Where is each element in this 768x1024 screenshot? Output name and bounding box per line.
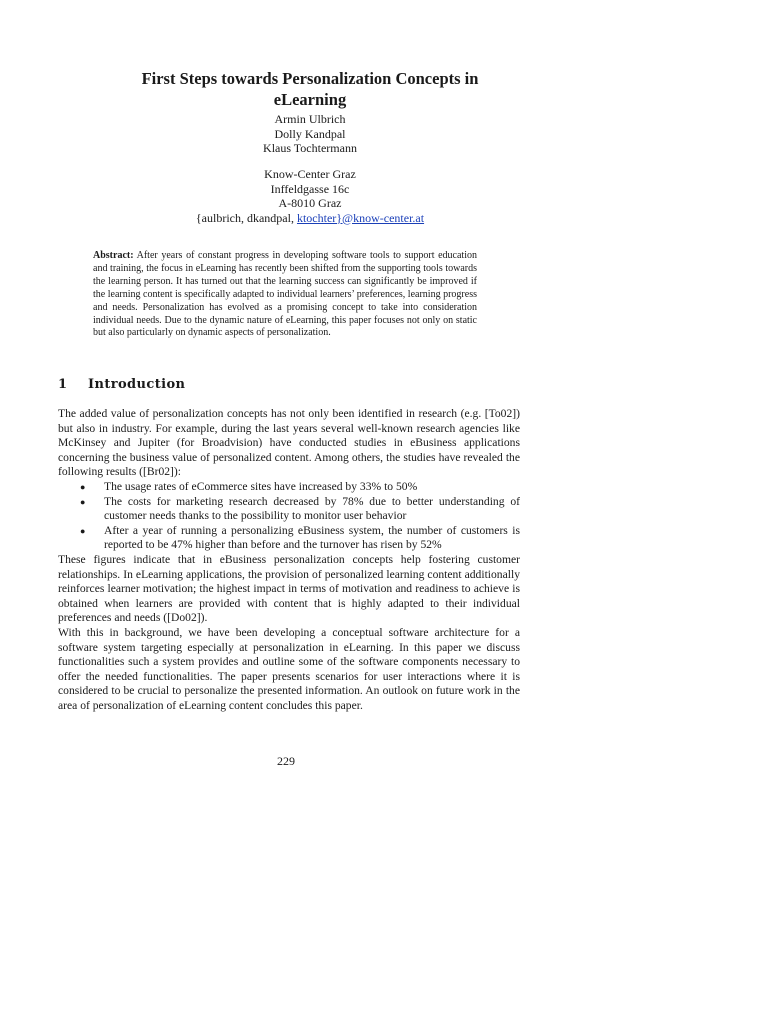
bullet-text: The usage rates of eCommerce sites have increased by 33% to 50%: [104, 479, 418, 493]
affiliation: [110, 167, 510, 225]
author-name: Armin Ulbrich: [274, 112, 346, 126]
author-list: [110, 112, 510, 156]
email-prefix: {aulbrich, dkandpal,: [195, 210, 297, 225]
bullet-text: After a year of running a personalizing eBusiness system, the number of customers is reported to be 47% higher than before and the turnover has risen by 52%: [104, 523, 520, 552]
bullet-icon: ●: [80, 525, 86, 536]
author-name: Dolly Kandpal: [274, 126, 346, 141]
list-item: [58, 480, 520, 495]
page-number: 229: [277, 754, 295, 768]
results-bullet-list: [58, 480, 520, 553]
author-name: Klaus Tochtermann: [263, 141, 357, 155]
title-line-1: First Steps towards Personalization Concepts in: [141, 69, 479, 88]
section-title: Introduction: [88, 377, 186, 392]
bullet-icon: ●: [80, 481, 86, 492]
body-paragraph: With this in background, we have been developing a conceptual software architecture for a software system targeting especially at personalization in eLearning. In this paper we discuss functionalities such a system provides and outline some of the software components necessary to offer the needed functionalities. The paper presents scenarios for user interactions where it is considered to be crucial to personalize the presented information. An outlook on future work in the area of personalization of eLearning content concludes this paper.: [58, 625, 520, 712]
affiliation-org: Know-Center Graz: [264, 167, 356, 181]
email-link[interactable]: ktochter}@know-center.at: [296, 210, 425, 225]
affiliation-city: A-8010 Graz: [278, 196, 342, 210]
affiliation-email: [110, 211, 510, 226]
list-item: [58, 524, 520, 553]
bullet-icon: ●: [80, 496, 86, 507]
section-number: 1: [58, 377, 68, 392]
bullet-text: The costs for marketing research decreased by 78% due to better understanding of customer needs thanks to the possibility to monitor user behavior: [104, 494, 520, 523]
affiliation-street: Inffeldgasse 16c: [270, 181, 350, 196]
list-item: [58, 495, 520, 524]
abstract: [93, 250, 477, 340]
abstract-text: After years of constant progress in developing software tools to support education and training, the focus in eLearning has recently been shifted from the supporting tools towards the learning person. It has turned out that the learning success can significantly be improved if the learning content is specifically adapted to individual learners’ preferences, learning progress and needs. Personalization has evolved as a promising concept to take into consideration individual needs. Due to the dynamic nature of eLearning, this paper focuses not only on static but also particularly on dynamic aspects of personalization.: [93, 250, 477, 339]
paper-title: [110, 68, 510, 110]
abstract-label: Abstract:: [93, 250, 134, 261]
introduction-body: [58, 407, 520, 713]
body-paragraph: These figures indicate that in eBusiness personalization concepts help fostering customer relationships. In eLearning applications, the provision of personalized learning content additionally reinforces learner motivation; the highest impact in terms of motivation and readiness to achieve is obtained when learners are provided with content that is highly adapted to their individual preferences and needs ([Do02]).: [58, 552, 520, 625]
title-line-2: eLearning: [273, 90, 347, 109]
section-heading-introduction: [58, 377, 185, 392]
intro-paragraph: The added value of personalization concepts has not only been identified in research (e.g. [To02]) but also in industry. For example, during the last years several well-known research agencies like McKinsey and Jupiter (for Broadvision) have conducted studies in eBusiness applications concerning the business value of personalized content. Among others, the studies have revealed the following results ([Br02]):: [58, 407, 520, 479]
